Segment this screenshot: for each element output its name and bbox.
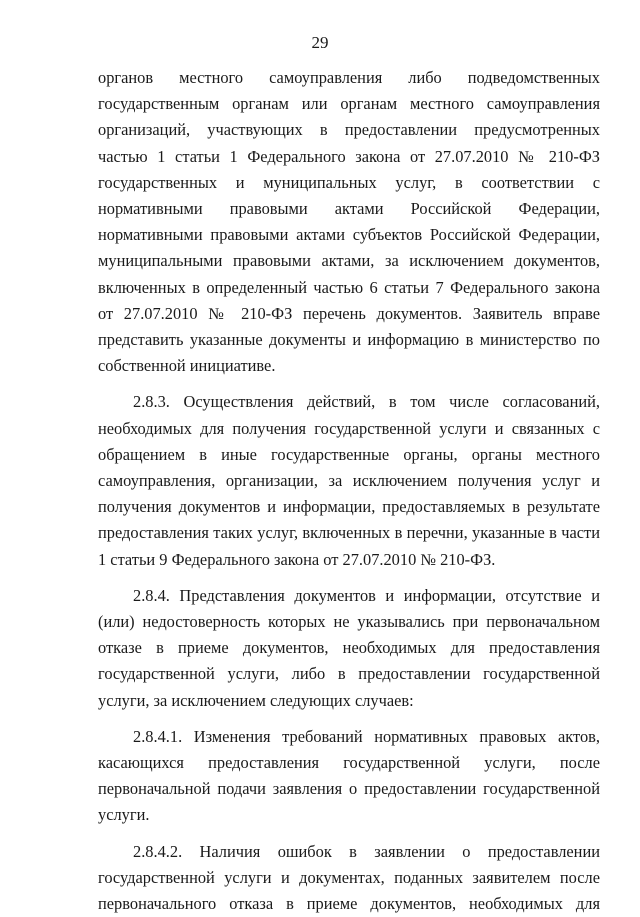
paragraph-clause-2-8-4-1: 2.8.4.1. Изменения требований нормативных правовых актов, касающихся предоставления государственной услуги, после первоначальной подачи заявления о предоставлении государственной услуги. [98, 726, 600, 825]
page-number: 29 [311, 33, 329, 52]
paragraph-clause-2-8-4: 2.8.4. Представления документов и информации, отсутствие и (или) недостоверность которых не указывались при первоначальном отказе в приеме документов, необходимых для предоставления государственной услуги, либо в предоставлении государственной услуги, за исключением следующих случаев: [98, 585, 600, 710]
paragraph-clause-2-8-4-2: 2.8.4.2. Наличия ошибок в заявлении о предоставлении государственной услуги и документах, поданных заявителем после первоначального отказа в приеме документов, необходимых для [98, 841, 600, 914]
document-body [98, 65, 600, 917]
paragraph-clause-2-8-3: 2.8.3. Осуществления действий, в том числе согласований, необходимых для получения государственной услуги и связанных с обращением в иные государственные органы, органы местного самоуправления, организации, за исключением получения услуг и получения документов и информации, предоставляемых в результате предоставления таких услуг, включенных в перечни, указанные в части 1 статьи 9 Федерального закона от 27.07.2010 № 210-ФЗ. [98, 392, 600, 569]
paragraph-continuation: органов местного самоуправления либо подведомственных государственным органам или органам местного самоуправления организаций, участвующих в предоставлении предусмотренных частью 1 статьи 1 Федерального закона от 27.07.2010 № 210-ФЗ государственных и муниципальных услуг, в соответствии с нормативными правовыми актами Российской Федерации, нормативными правовыми актами субъектов Российской Федерации, муниципальными правовыми актами, за исключением документов, включенных в определенный частью 6 статьи 7 Федерального закона от 27.07.2010 № 210-ФЗ перечень документов. Заявитель вправе представить указанные документы и информацию в министерство по собственной инициативе. [98, 68, 600, 376]
